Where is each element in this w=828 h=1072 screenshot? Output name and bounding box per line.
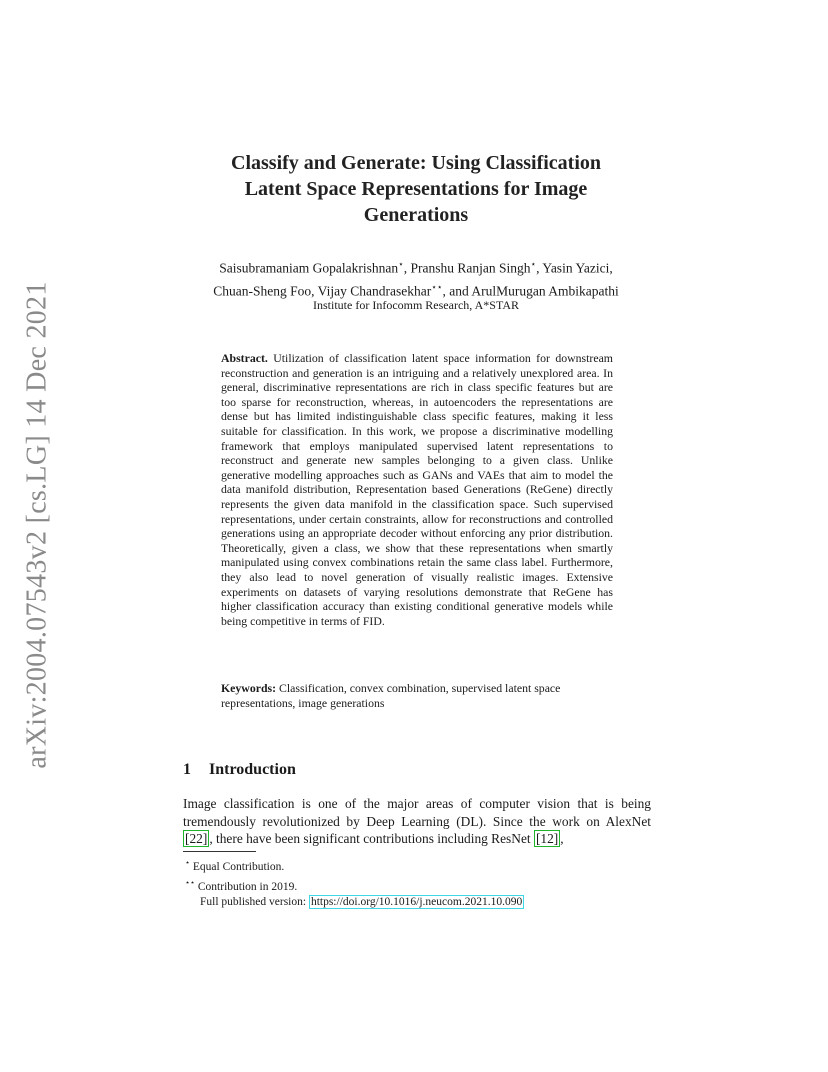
- intro-text: ,: [560, 831, 564, 846]
- footnote-text: Contribution in 2019.: [197, 880, 298, 893]
- footnote-published-version: [183, 895, 651, 910]
- arxiv-sidebar: [18, 281, 58, 769]
- author-text: , Pranshu Ranjan Singh: [403, 260, 531, 276]
- intro-text: Image classification is one of the major areas of computer vision that is being tremendously revolutionized by Deep Learning (DL). Since the work on AlexNet: [183, 796, 651, 829]
- author-text: , Yasin Yazici,: [536, 260, 613, 276]
- author-list: [180, 255, 652, 300]
- intro-paragraph: [183, 795, 651, 848]
- author-text: Saisubramaniam Gopalakrishnan: [219, 260, 399, 276]
- doi-link[interactable]: https://doi.org/10.1016/j.neucom.2021.10.090: [310, 895, 523, 908]
- title-line-2: Latent Space Representations for Image: [244, 178, 588, 200]
- abstract: [221, 351, 613, 628]
- intro-text: , there have been significant contributions including ResNet: [209, 831, 534, 846]
- footnote-text: Equal Contribution.: [192, 860, 285, 873]
- footnote-text: Full published version:: [200, 895, 309, 908]
- title-line-1: Classify and Generate: Using Classification: [231, 152, 601, 174]
- equal-contribution-mark: ⋆: [398, 259, 404, 269]
- citation-link-22[interactable]: [22]: [185, 831, 208, 846]
- abstract-label: Abstract.: [221, 351, 268, 365]
- title-line-3: Generations: [363, 204, 469, 226]
- section-number: 1: [183, 761, 191, 778]
- footnote-divider: [183, 851, 256, 852]
- affiliation: Institute for Infocomm Research, A*STAR: [313, 298, 519, 312]
- footnote-equal-contribution: [183, 855, 651, 875]
- footnote-mark: ⋆⋆: [185, 877, 196, 887]
- footnotes: [183, 855, 651, 910]
- section-title: Introduction: [209, 761, 296, 778]
- section-heading-introduction: [183, 761, 296, 779]
- keywords-text: Classification, convex combination, supervised latent space representations, image generations: [221, 681, 561, 710]
- footnote-mark: ⋆: [185, 858, 191, 867]
- arxiv-identifier: arXiv:2004.07543v2 [cs.LG] 14 Dec 2021: [22, 281, 53, 769]
- author-text: Chuan-Sheng Foo, Vijay Chandrasekhar: [213, 283, 432, 298]
- paper-title: [180, 150, 652, 228]
- author-text: , and ArulMurugan Ambikapathi: [442, 283, 619, 298]
- abstract-text: Utilization of classification latent space information for downstream reconstruction and generation is an intriguing and a relatively unexplored area. In general, discriminative representations are rich in class specific features but are too sparse for reconstruction, whereas, in autoencoders the representations are dense but has limited indistinguishable class specific features, making it less suitable for classification. In this work, we propose a discriminative modelling framework that employs manipulated supervised latent representations to reconstruct and generate new samples belonging to a given class. Unlike generative modelling approaches such as GANs and VAEs that aim to model the data manifold distribution, Representation based Generations (ReGene) directly represents the given data manifold in the classification space. Such supervised representations, under certain constraints, allow for reconstructions and controlled generations using an appropriate decoder without enforcing any prior distribution. Theoretically, given a class, we show that these representations when smartly manipulated using convex combinations retain the same class label. Furthermore, they also lead to novel generation of visually realistic images. Extensive experiments on datasets of varying resolutions demonstrate that ReGene has higher classification accuracy than existing conditional generative models while being competitive in terms of FID.: [221, 351, 613, 628]
- authors-line-1: [180, 255, 652, 278]
- keywords: [221, 681, 613, 710]
- authors-line-2: [180, 278, 652, 301]
- citation-link-12[interactable]: [12]: [535, 831, 559, 846]
- footnote-contribution-2019: [183, 875, 651, 895]
- equal-contribution-mark: ⋆: [530, 259, 537, 269]
- contribution-2019-mark: ⋆⋆: [431, 281, 443, 292]
- keywords-label: Keywords:: [221, 681, 277, 695]
